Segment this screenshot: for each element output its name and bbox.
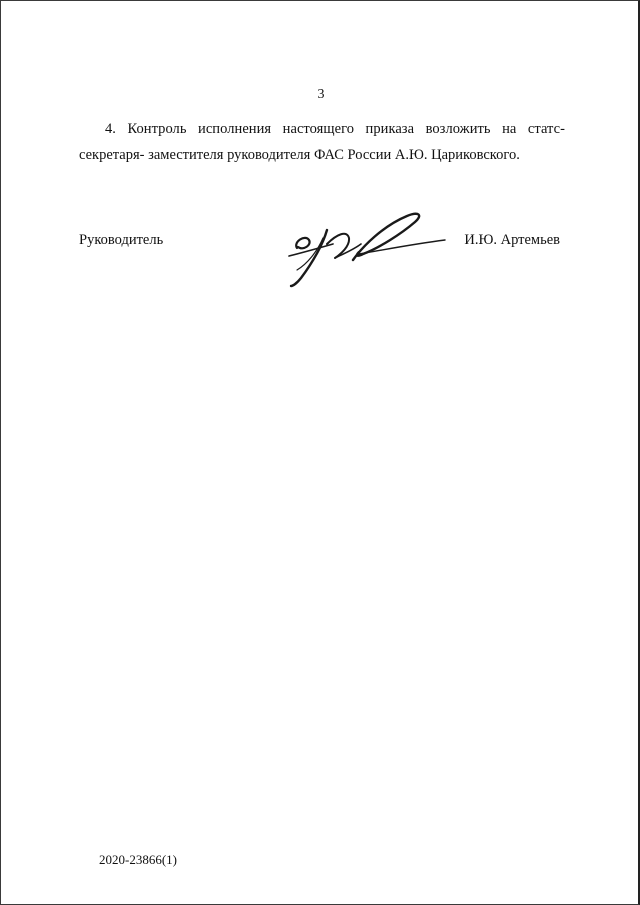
paragraph-line-2: секретаря- заместителя руководителя ФАС России А.Ю. Цариковского. [79, 147, 520, 163]
signer-title: Руководитель [79, 232, 164, 248]
order-paragraph [79, 116, 565, 168]
signer-name: И.Ю. Артемьев [464, 232, 560, 248]
paragraph-line-1: 4. Контроль исполнения настоящего приказа возложить на статс- [105, 121, 565, 137]
document-code: 2020-23866(1) [99, 852, 177, 867]
handwritten-signature-icon [283, 204, 451, 290]
page-number: 3 [317, 87, 325, 102]
